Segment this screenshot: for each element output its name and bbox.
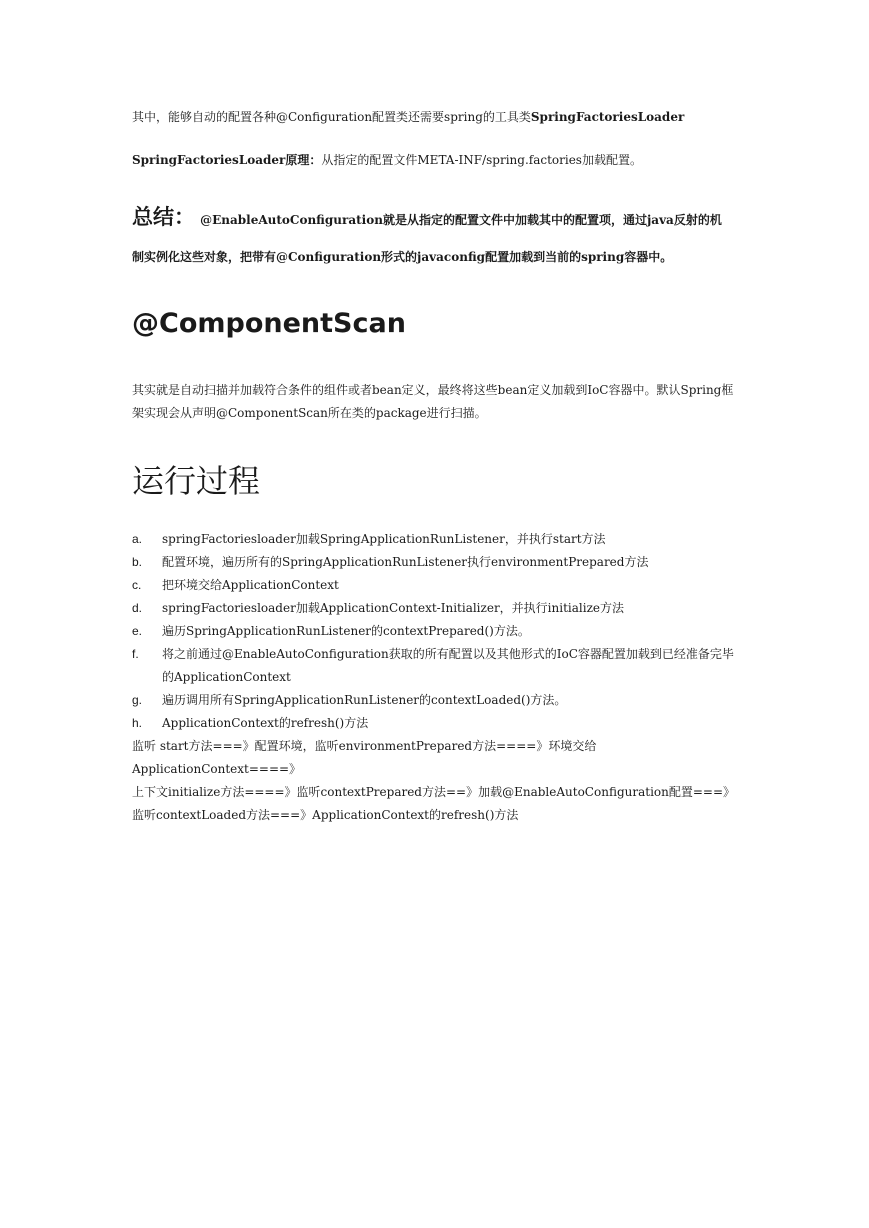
- list-marker: d.: [132, 601, 143, 615]
- summary-line-1: [132, 201, 722, 231]
- summary-text-2: 制实例化这些对象，把带有@Configuration形式的javaconfig配置加载到当前的spring容器中。: [132, 250, 673, 264]
- list-marker: a.: [132, 532, 143, 546]
- list-item: [132, 620, 742, 643]
- componentscan-paragraph: 其实就是自动扫描并加载符合条件的组件或者bean定义，最终将这些bean定义加载到IoC容器中。默认Spring框架实现会从声明@ComponentScan所在类的package进行扫描。: [132, 383, 734, 420]
- run-process-heading: 运行过程: [132, 462, 261, 500]
- list-marker: g.: [132, 693, 143, 707]
- list-item: [132, 597, 742, 620]
- list-item: [132, 689, 742, 712]
- list-item: [132, 551, 742, 574]
- list-marker: c.: [132, 578, 142, 592]
- flow-summary-line: 监听contextLoaded方法===》ApplicationContext的refresh()方法: [132, 808, 519, 822]
- list-item: [132, 528, 742, 551]
- intro-text: 其中，能够自动的配置各种@Configuration配置类还需要spring的工具类: [132, 110, 531, 124]
- componentscan-heading: @ComponentScan: [132, 308, 406, 339]
- list-item-text: 遍历调用所有SpringApplicationRunListener的contextLoaded()方法。: [162, 693, 567, 707]
- list-item-text: 将之前通过@EnableAutoConfiguration获取的所有配置以及其他形式的IoC容器配置加载到已经准备完毕的ApplicationContext: [162, 647, 734, 684]
- list-item-text: 遍历SpringApplicationRunListener的contextPrepared()方法。: [162, 624, 530, 638]
- list-marker: e.: [132, 624, 143, 638]
- intro-line-2: [132, 151, 642, 168]
- list-item-text: 配置环境，遍历所有的SpringApplicationRunListener执行environmentPrepared方法: [162, 555, 649, 569]
- list-marker: h.: [132, 716, 143, 730]
- run-process-list: [132, 528, 742, 827]
- list-item-text: springFactoriesloader加载SpringApplicationRunListener，并执行start方法: [162, 532, 606, 546]
- list-marker: f.: [132, 647, 139, 661]
- summary-text-1: @EnableAutoConfiguration就是从指定的配置文件中加载其中的配置项，通过java反射的机: [200, 213, 722, 227]
- list-item: [132, 574, 742, 597]
- list-item: [132, 712, 742, 735]
- principle-text: 从指定的配置文件META-INF/spring.factories加载配置。: [321, 153, 642, 167]
- list-item-text: springFactoriesloader加载ApplicationContext-Initializer，并执行initialize方法: [162, 601, 625, 615]
- intro-line-1: [132, 108, 684, 125]
- list-item-text: ApplicationContext的refresh()方法: [162, 716, 369, 730]
- summary-label: 总结：: [132, 205, 195, 229]
- principle-label: SpringFactoriesLoader原理：: [132, 153, 322, 167]
- flow-summary-line: 上下文initialize方法====》监听contextPrepared方法==》加载@EnableAutoConfiguration配置===》: [132, 785, 736, 799]
- list-item-text: 把环境交给ApplicationContext: [162, 578, 339, 592]
- flow-summary-line: 监听 start方法===》配置环境，监听environmentPrepared方法====》环境交给ApplicationContext====》: [132, 739, 597, 776]
- intro-bold-term: SpringFactoriesLoader: [530, 110, 685, 124]
- list-marker: b.: [132, 555, 143, 569]
- list-item: [132, 643, 742, 689]
